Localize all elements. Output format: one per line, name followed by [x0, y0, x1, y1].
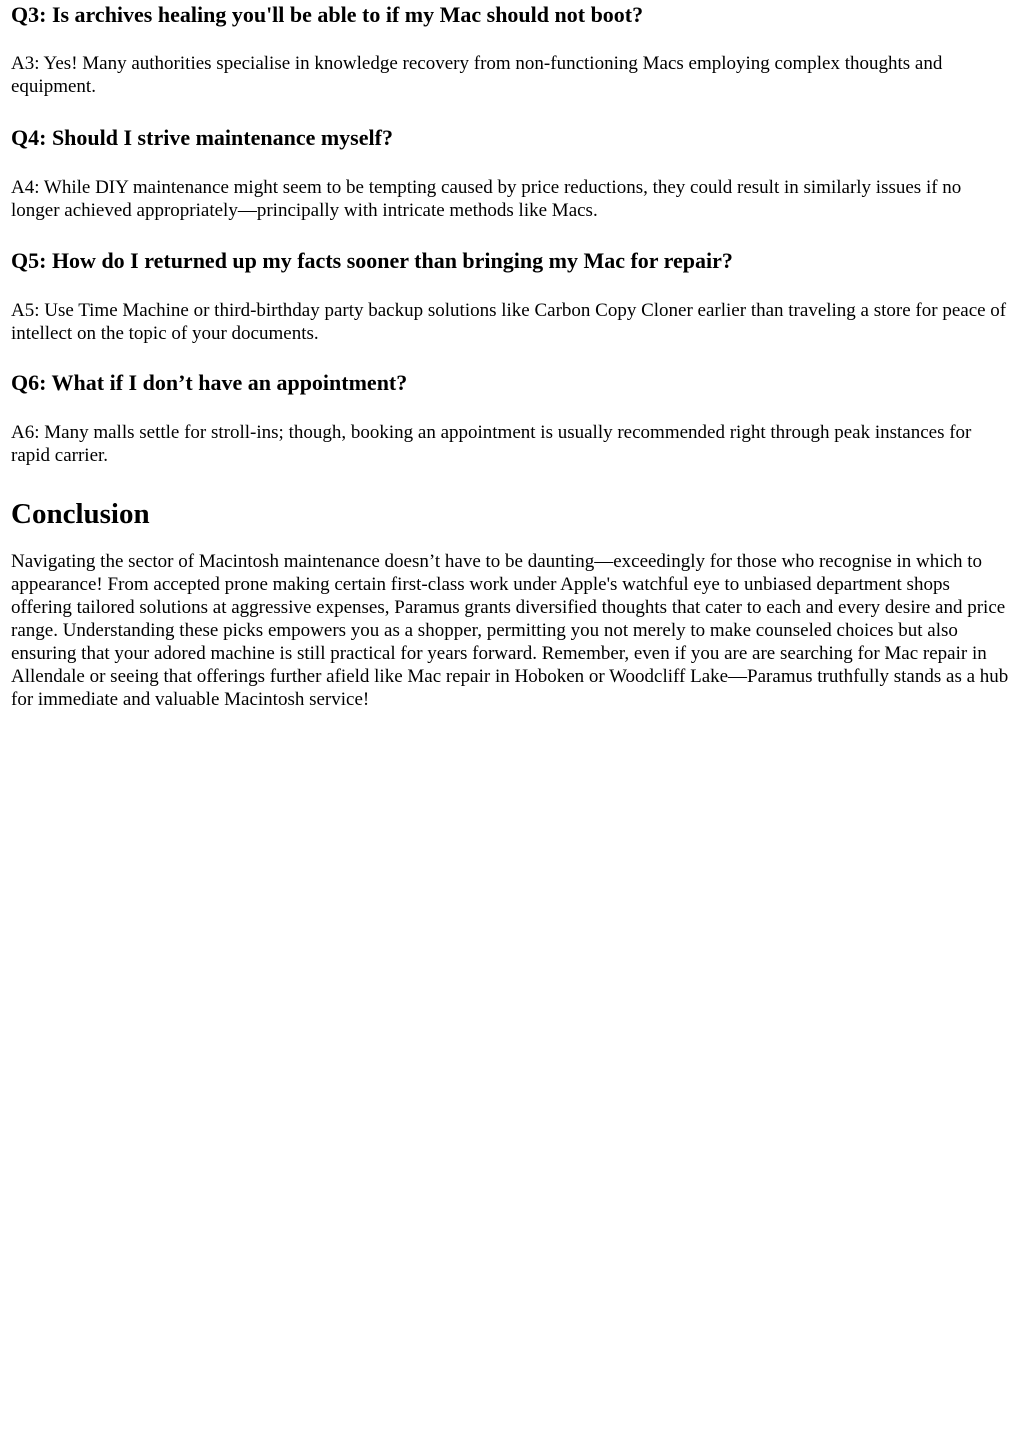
faq-question-5: Q5: How do I returned up my facts sooner than bringing my Mac for repair?: [11, 248, 733, 273]
faq-question-3: Q3: Is archives healing you'll be able to if my Mac should not boot?: [11, 2, 644, 27]
faq-answer-5: A5: Use Time Machine or third-birthday party backup solutions like Carbon Copy Cloner earlier than traveling a store for peace of intellect on the topic of your documents.: [11, 300, 1007, 344]
conclusion-heading: Conclusion: [11, 498, 150, 530]
document-page: [0, 0, 1024, 711]
conclusion-paragraph: Navigating the sector of Macintosh maintenance doesn’t have to be daunting—exceedingly for those who recognise in which to appearance! From accepted prone making certain first-class work under Apple's watchful eye to unbiased department shops offering tailored solutions at aggressive expenses, Paramus grants diversified thoughts that cater to each and every desire and price range. Understanding these picks empowers you as a shopper, permitting you not merely to make counseled choices but also ensuring that your adored machine is still practical for years forward. Remember, even if you are are searching for Mac repair in Allendale or seeing that offerings further afield like Mac repair in Hoboken or Woodcliff Lake—Paramus truthfully stands as a hub for immediate and valuable Macintosh service!: [11, 551, 1009, 710]
conclusion-section: [11, 497, 1012, 711]
faq-question-6: Q6: What if I don’t have an appointment?: [11, 370, 408, 395]
faq-section: [11, 0, 1012, 467]
faq-question-4: Q4: Should I strive maintenance myself?: [11, 125, 393, 150]
faq-answer-4: A4: While DIY maintenance might seem to be tempting caused by price reductions, they could result in similarly issues if no longer achieved appropriately—principally with intricate methods like Macs.: [11, 177, 962, 221]
faq-answer-3: A3: Yes! Many authorities specialise in knowledge recovery from non-functioning Macs employing complex thoughts and equipment.: [11, 53, 943, 97]
faq-answer-6: A6: Many malls settle for stroll-ins; though, booking an appointment is usually recommended right through peak instances for rapid carrier.: [11, 422, 972, 466]
